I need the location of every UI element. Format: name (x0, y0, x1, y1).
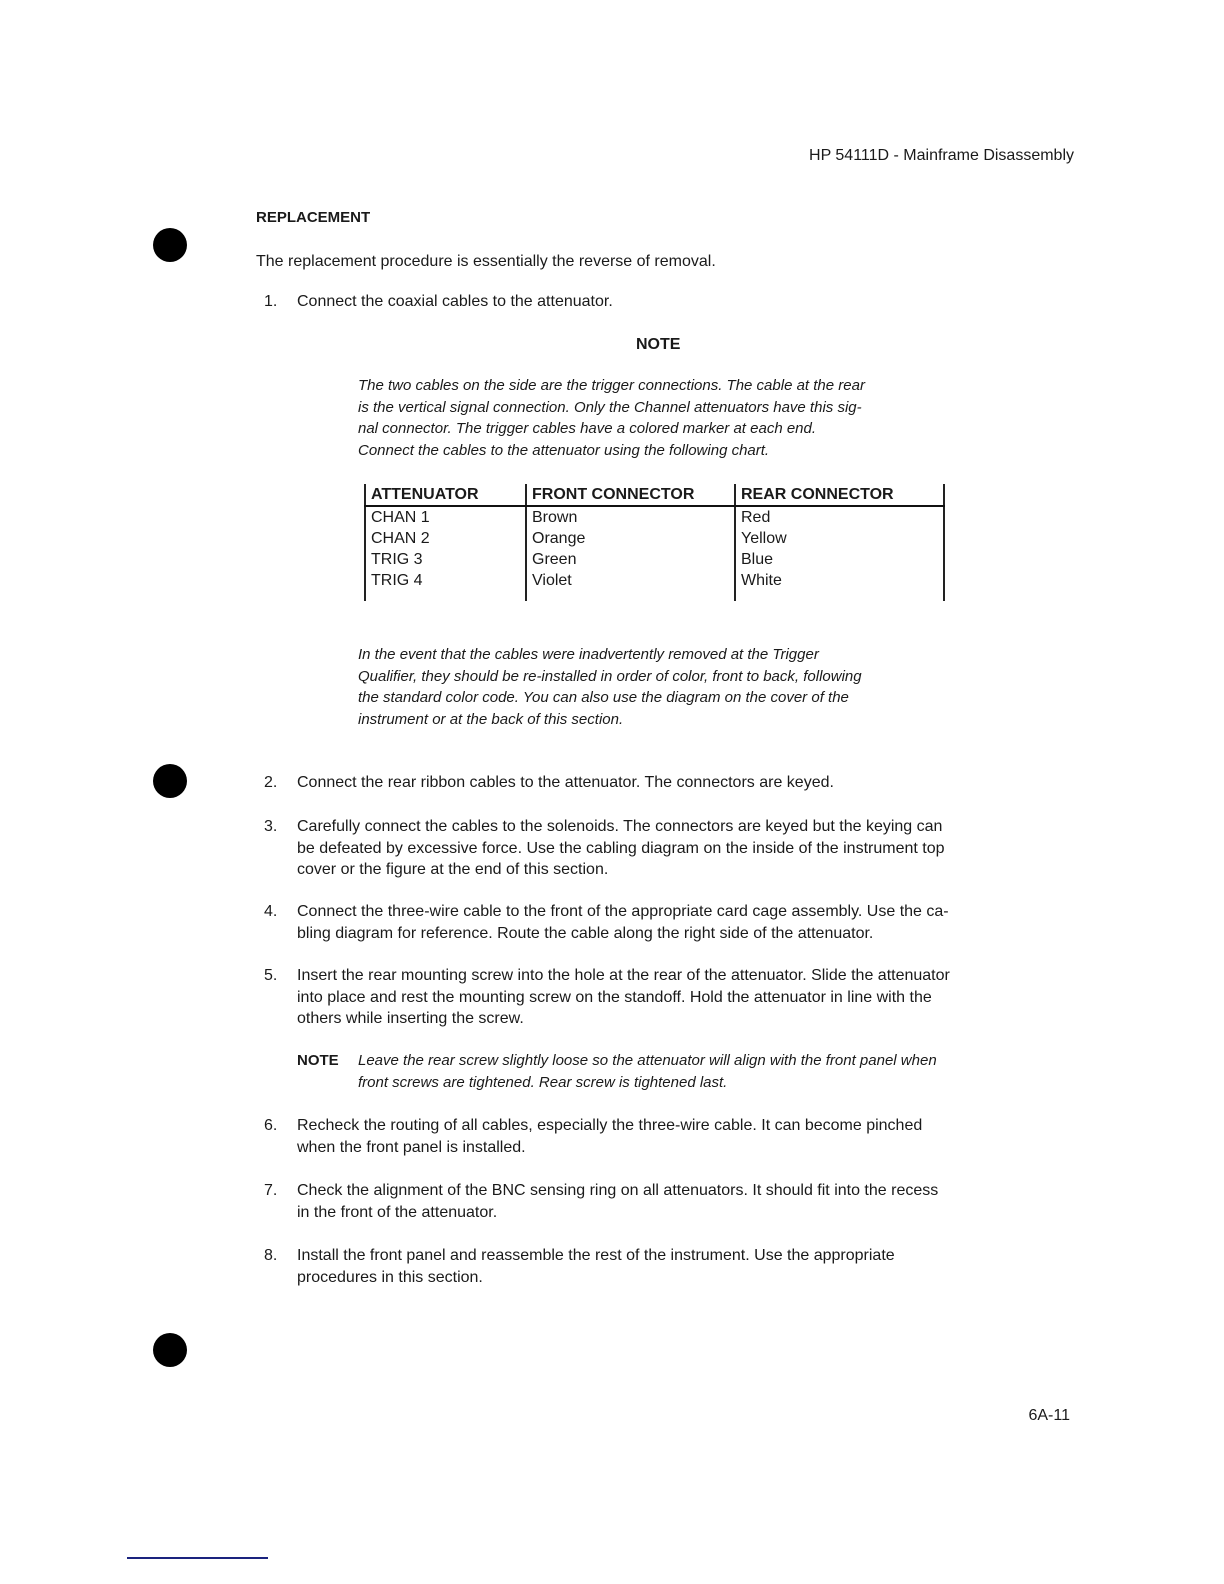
running-header: HP 54111D - Mainframe Disassembly (809, 147, 1074, 164)
text-line: Connect the rear ribbon cables to the attenuator. The connectors are keyed. (297, 774, 834, 791)
table-row (365, 528, 944, 549)
step-text (297, 1245, 895, 1288)
table-cell: CHAN 2 (365, 528, 526, 549)
text-line: procedures in this section. (297, 1268, 483, 1286)
step-text (297, 1115, 922, 1158)
table-row (365, 549, 944, 570)
text-line: In the event that the cables were inadvertently removed at the Trigger (358, 646, 819, 663)
text-line: Connect the three-wire cable to the front of the appropriate card cage assembly. Use the ca- (297, 903, 949, 920)
step-text (297, 772, 834, 794)
table-cell (526, 591, 735, 601)
text-line: nal connector. The trigger cables have a colored marker at each end. (358, 420, 817, 437)
table-cell: Blue (735, 549, 944, 570)
step-number: 2. (264, 774, 278, 791)
step-text (297, 816, 945, 881)
step-number: 3. (264, 818, 278, 835)
text-line: Carefully connect the cables to the solenoids. The connectors are keyed but the keying can (297, 818, 943, 835)
column-header: REAR CONNECTOR (735, 484, 944, 506)
table-cell (365, 591, 526, 601)
text-line: The two cables on the side are the trigger connections. The cable at the rear (358, 377, 865, 394)
table-row (365, 506, 944, 528)
section-title: REPLACEMENT (256, 209, 371, 226)
binder-hole-icon (153, 1333, 187, 1367)
table-cell: Yellow (735, 528, 944, 549)
text-line: in the front of the attenuator. (297, 1203, 498, 1221)
intro-text: The replacement procedure is essentially the reverse of removal. (256, 253, 716, 270)
table-cell: Orange (526, 528, 735, 549)
note-body-2 (358, 644, 862, 730)
text-line: others while inserting the screw. (297, 1010, 524, 1027)
inline-note-text (358, 1050, 1078, 1093)
text-line: instrument or at the back of this section. (358, 710, 624, 728)
text-line: front screws are tightened. Rear screw is tightened last. (358, 1073, 728, 1091)
step-text (297, 965, 950, 1030)
text-line: when the front panel is installed. (297, 1138, 526, 1156)
step-number: 6. (264, 1117, 278, 1134)
table-cell: Violet (526, 570, 735, 591)
table-cell: White (735, 570, 944, 591)
inline-note-label: NOTE (297, 1052, 339, 1069)
step-number: 8. (264, 1247, 278, 1264)
step-text: Connect the coaxial cables to the attenuator. (297, 293, 613, 310)
step-number: 7. (264, 1182, 278, 1199)
text-line: Leave the rear screw slightly loose so the attenuator will align with the front panel when (358, 1052, 937, 1069)
text-line: the standard color code. You can also use the diagram on the cover of the (358, 689, 849, 706)
step-text (297, 901, 949, 944)
text-line: Connect the cables to the attenuator using the following chart. (358, 441, 770, 459)
table-row (365, 591, 944, 601)
column-header: ATTENUATOR (365, 484, 526, 506)
text-line: Recheck the routing of all cables, especially the three-wire cable. It can become pinched (297, 1117, 923, 1134)
table-cell: TRIG 4 (365, 570, 526, 591)
table-cell: Red (735, 506, 944, 528)
table-cell: Green (526, 549, 735, 570)
step-number: 1. (264, 293, 278, 310)
note-body (358, 375, 865, 461)
page-number: 6A-11 (1028, 1407, 1070, 1424)
step-number: 4. (264, 903, 278, 920)
table-row (365, 570, 944, 591)
table-cell: TRIG 3 (365, 549, 526, 570)
text-line: Qualifier, they should be re-installed in order of color, front to back, following (358, 667, 862, 685)
table-cell: CHAN 1 (365, 506, 526, 528)
binder-hole-icon (153, 764, 187, 798)
text-line: be defeated by excessive force. Use the cabling diagram on the inside of the instrument top (297, 839, 945, 857)
text-line: Check the alignment of the BNC sensing ring on all attenuators. It should fit into the recess (297, 1182, 939, 1199)
table-cell: Brown (526, 506, 735, 528)
column-header: FRONT CONNECTOR (526, 484, 735, 506)
table-cell (735, 591, 944, 601)
text-line: cover or the figure at the end of this section. (297, 861, 609, 878)
text-line: into place and rest the mounting screw on the standoff. Hold the attenuator in line with the (297, 988, 932, 1006)
binder-hole-icon (153, 228, 187, 262)
divider-line (127, 1557, 268, 1559)
text-line: bling diagram for reference. Route the cable along the right side of the attenuator. (297, 924, 874, 942)
step-number: 5. (264, 967, 278, 984)
text-line: Insert the rear mounting screw into the hole at the rear of the attenuator. Slide the attenuator (297, 967, 950, 984)
step-text (297, 1180, 938, 1223)
step-1 (0, 291, 1224, 313)
text-line: Install the front panel and reassemble the rest of the instrument. Use the appropriate (297, 1247, 895, 1264)
note-title: NOTE (636, 336, 681, 353)
connector-table (364, 484, 945, 601)
text-line: is the vertical signal connection. Only the Channel attenuators have this sig- (358, 398, 862, 416)
